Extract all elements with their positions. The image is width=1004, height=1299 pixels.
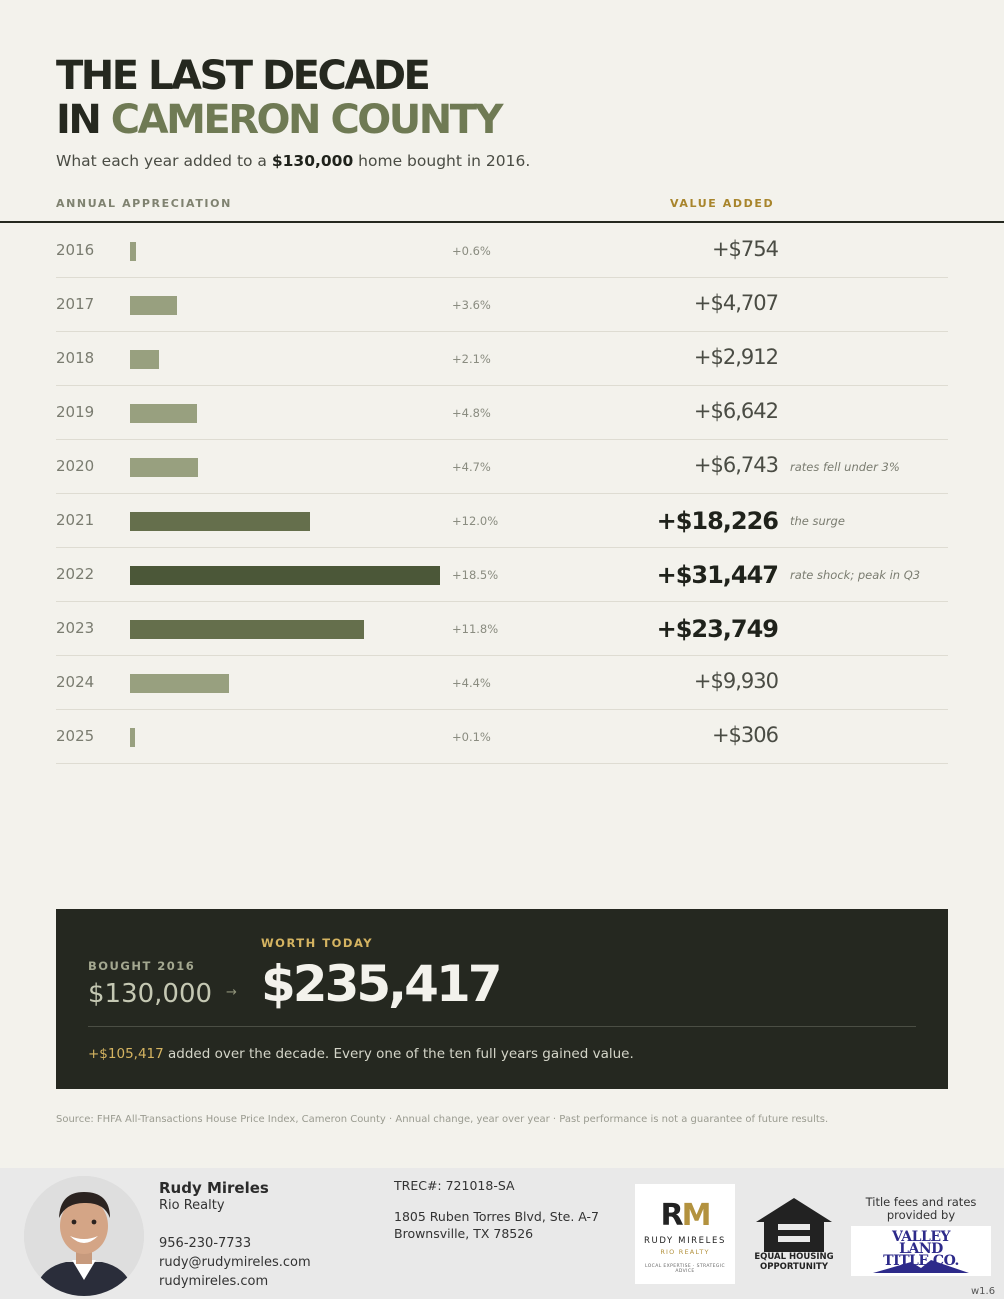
rm-realty-logo: [635, 1184, 735, 1284]
subtitle-amount: $130,000: [271, 152, 354, 170]
year-label: 2022: [56, 565, 95, 583]
avatar: [24, 1176, 144, 1296]
summary-divider: [88, 1026, 916, 1027]
chart-rows: [56, 224, 948, 764]
eho-line-2: OPPORTUNITY: [759, 1262, 828, 1272]
valley-line-2: LAND: [899, 1241, 943, 1257]
year-label: 2017: [56, 295, 95, 313]
rm-logo-name: RUDY MIRELES: [644, 1236, 726, 1246]
appreciation-bar: [130, 350, 159, 369]
total-gain: +$105,417: [88, 1046, 164, 1062]
percent-label: +3.6%: [452, 298, 491, 312]
appreciation-bar: [130, 296, 177, 315]
header-divider: [0, 221, 1004, 223]
chart-row: [56, 710, 948, 764]
mountain-icon: [851, 1226, 991, 1276]
version-label: w1.6: [971, 1286, 996, 1297]
column-header-value-added: VALUE ADDED: [670, 197, 775, 210]
title-line-1: THE LAST DECADE: [56, 53, 429, 99]
value-added: +$306: [711, 723, 778, 747]
year-label: 2019: [56, 403, 95, 421]
footer: [0, 1168, 1004, 1299]
appreciation-bar: [130, 404, 197, 423]
rm-logo-sub: RIO REALTY: [660, 1248, 710, 1256]
value-added: +$6,743: [693, 453, 778, 477]
column-header-appreciation: ANNUAL APPRECIATION: [56, 197, 232, 210]
value-added: +$9,930: [693, 669, 778, 693]
subtitle-before: What each year added to a: [56, 152, 272, 170]
agent-email[interactable]: rudy@rudymireles.com: [159, 1255, 311, 1270]
appreciation-bar: [130, 620, 364, 639]
row-note: rate shock; peak in Q3: [790, 568, 921, 582]
row-note: rates fell under 3%: [790, 460, 900, 474]
title-line-2: [56, 98, 501, 142]
chart-row: [56, 386, 948, 440]
chart-row: [56, 656, 948, 710]
appreciation-bar: [130, 458, 198, 477]
percent-label: +4.7%: [452, 460, 491, 474]
year-label: 2020: [56, 457, 95, 475]
rm-monogram: [635, 1198, 735, 1233]
year-label: 2025: [56, 727, 95, 745]
chart-row: [56, 548, 948, 602]
rm-letter-m: M: [681, 1198, 710, 1233]
percent-label: +4.8%: [452, 406, 491, 420]
appreciation-bar: [130, 674, 229, 693]
chart-row: [56, 278, 948, 332]
appreciation-bar: [130, 242, 136, 261]
bought-value: $130,000: [88, 979, 213, 1009]
agent-website[interactable]: rudymireles.com: [159, 1274, 269, 1289]
chart-row: [56, 224, 948, 278]
title-prefix: IN: [56, 97, 111, 143]
year-label: 2023: [56, 619, 95, 637]
value-added: +$18,226: [656, 507, 778, 535]
year-label: 2021: [56, 511, 95, 529]
source-note: Source: FHFA All-Transactions House Price Index, Cameron County · Annual change, year over year · Past performance is not a guarantee of future results.: [56, 1114, 829, 1125]
agent-photo-icon: [24, 1176, 144, 1296]
arrow-right-icon: →: [226, 985, 237, 1000]
eho-line-1: EQUAL HOUSING: [754, 1252, 834, 1262]
percent-label: +0.1%: [452, 730, 491, 744]
percent-label: +0.6%: [452, 244, 491, 258]
subtitle-after: home bought in 2016.: [353, 152, 531, 170]
worth-value: $235,417: [261, 955, 500, 1013]
value-added: +$754: [711, 237, 778, 261]
year-label: 2024: [56, 673, 95, 691]
valley-line-3: TITLE CO.: [883, 1253, 959, 1269]
worth-label: WORTH TODAY: [261, 936, 374, 950]
summary-note-text: added over the decade. Every one of the ten full years gained value.: [163, 1046, 634, 1062]
trec-license: TREC#: 721018-SA: [394, 1178, 515, 1193]
value-added: +$23,749: [656, 615, 778, 643]
chart-row: [56, 602, 948, 656]
percent-label: +18.5%: [452, 568, 499, 582]
rm-letter-r: R: [660, 1198, 682, 1233]
address-line-1: 1805 Ruben Torres Blvd, Ste. A-7: [394, 1209, 600, 1224]
value-added: +$6,642: [693, 399, 778, 423]
subtitle: [56, 152, 530, 170]
equal-housing-text: [748, 1252, 840, 1272]
appreciation-bar: [130, 566, 440, 585]
rm-logo-tagline: LOCAL EXPERTISE · STRATEGIC ADVICE: [644, 1264, 726, 1274]
valley-line-1: VALLEY: [892, 1229, 950, 1245]
valley-land-logo: [851, 1226, 991, 1276]
percent-label: +12.0%: [452, 514, 499, 528]
title-fees-text: Title fees and rates provided by: [865, 1195, 977, 1222]
year-label: 2016: [56, 241, 95, 259]
title-county: CAMERON COUNTY: [110, 97, 502, 143]
agent-phone[interactable]: 956-230-7733: [159, 1236, 252, 1251]
chart-row: [56, 440, 948, 494]
address-line-2: Brownsville, TX 78526: [394, 1226, 534, 1241]
summary-note: [88, 1046, 634, 1062]
value-added: +$2,912: [693, 345, 778, 369]
summary-panel: [56, 909, 948, 1089]
appreciation-bar: [130, 512, 310, 531]
bought-label: BOUGHT 2016: [88, 959, 196, 973]
value-added: +$31,447: [656, 561, 778, 589]
value-added: +$4,707: [693, 291, 778, 315]
year-label: 2018: [56, 349, 95, 367]
percent-label: +2.1%: [452, 352, 491, 366]
agent-name: Rudy Mireles: [159, 1179, 269, 1197]
percent-label: +4.4%: [452, 676, 491, 690]
agent-company: Rio Realty: [159, 1198, 225, 1213]
chart-row: [56, 332, 948, 386]
row-note: the surge: [790, 514, 845, 528]
appreciation-bar: [130, 728, 135, 747]
chart-row: [56, 494, 948, 548]
percent-label: +11.8%: [452, 622, 499, 636]
page-title: [56, 54, 501, 142]
